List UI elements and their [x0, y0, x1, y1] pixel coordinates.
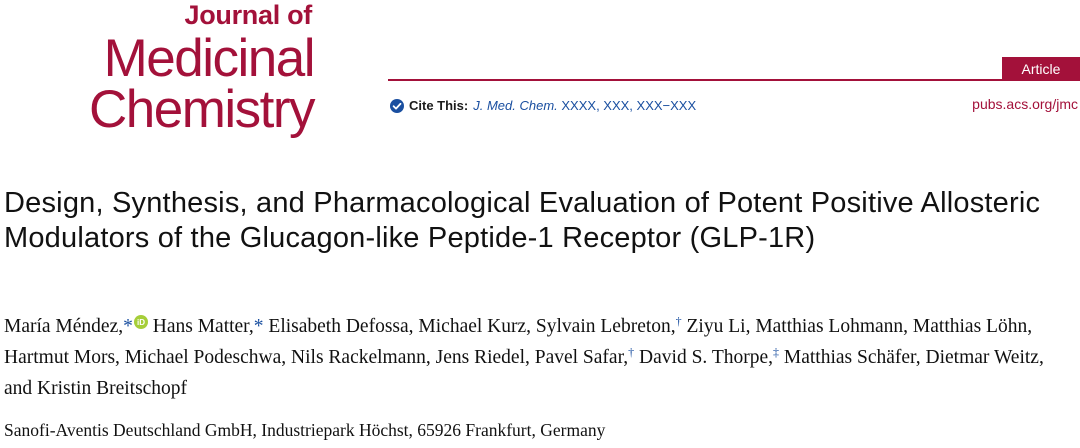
cite-label: Cite This: [409, 98, 469, 113]
corresponding-author-mark[interactable]: * [123, 316, 133, 337]
author-name-text: Elisabeth Defossa [268, 316, 409, 337]
author-name-text: Michael Kurz [418, 316, 527, 337]
check-circle-icon [390, 99, 404, 113]
author-name-text: Matthias Lohmann [755, 316, 904, 337]
author-name[interactable] [4, 347, 115, 368]
author-name[interactable] [291, 347, 426, 368]
author-name-text: Hartmut Mors [4, 347, 116, 368]
author-name[interactable] [37, 378, 187, 399]
author-name-text: Pavel Safar [534, 347, 624, 368]
author-name[interactable] [125, 347, 282, 368]
affiliation-footnote-mark[interactable]: ‡ [773, 345, 780, 359]
affiliation: Sanofi-Aventis Deutschland GmbH, Industriepark Höchst, 65926 Frankfurt, Germany [4, 420, 606, 440]
author-name-text: Dietmar Weitz [925, 347, 1039, 368]
cite-volume-pages: XXXX, XXX, XXX−XXX [561, 98, 697, 113]
svg-text:iD: iD [136, 318, 145, 328]
author-name-text: David S. Thorpe [639, 347, 769, 368]
author-name-text: Kristin Breitschopf [37, 378, 188, 399]
author-name[interactable] [418, 316, 526, 337]
author-name[interactable] [755, 316, 903, 337]
cite-journal-abbrev: J. Med. Chem. [473, 98, 558, 113]
journal-logo [0, 0, 318, 139]
author-name[interactable] [784, 347, 916, 368]
author-list: María Méndez,* iD Hans Matter,* Elisabeth Defossa, Michael Kurz, Sylvain Lebreton,† Ziyu Li, Matthias Lohmann, Matthias Löhn, Hartmut Mors, Michael Podeschwa, Nils Rackelmann, Jens Riedel, Pavel Safar,† David S. Thorpe,‡ Matthias Schäfer, Dietmar Weitz, and Kristin Breitschopf [4, 314, 1044, 399]
paper-title: Design, Synthesis, and Pharmacological Evaluation of Potent Positive Allosteric Modulators of the Glucagon-like Peptide-1 Receptor (GLP-1R) [4, 187, 1041, 254]
journal-logo-line2: Medicinal [103, 29, 314, 88]
author-name[interactable]: Pavel Safar,† [534, 345, 635, 368]
journal-url-link[interactable]: pubs.acs.org/jmc [972, 96, 1078, 112]
orcid-icon[interactable] [134, 315, 148, 329]
author-name[interactable]: Hans Matter,* [152, 316, 264, 337]
author-name-text: Michael Podeschwa [124, 347, 282, 368]
journal-logo-line1: Journal of [184, 0, 312, 30]
author-name-text: Nils Rackelmann [291, 347, 426, 368]
author-name[interactable] [687, 316, 746, 337]
author-name[interactable] [436, 347, 525, 368]
author-name-text: María Méndez [4, 316, 119, 337]
author-name-text: Jens Riedel [435, 347, 525, 368]
author-name[interactable]: David S. Thorpe,‡ [639, 345, 780, 368]
author-name-text: Sylvain Lebreton [535, 316, 671, 337]
affiliation-footnote-mark[interactable]: † [675, 314, 682, 328]
author-name[interactable]: Sylvain Lebreton,† [535, 314, 682, 337]
affiliation-footnote-mark[interactable]: † [628, 345, 635, 359]
header-rule [388, 79, 1080, 81]
author-name[interactable] [913, 316, 1027, 337]
author-name[interactable] [268, 316, 408, 337]
cite-bar[interactable] [390, 98, 696, 113]
citation-link[interactable] [473, 98, 696, 113]
author-name[interactable]: María Méndez,* iD [4, 316, 148, 337]
author-name-text: Matthias Schäfer [783, 347, 916, 368]
author-name[interactable] [926, 347, 1039, 368]
author-name-text: Ziyu Li [686, 316, 746, 337]
article-type-badge: Article [1002, 57, 1080, 81]
author-name-text: Matthias Löhn [912, 316, 1028, 337]
corresponding-author-mark[interactable]: * [253, 316, 264, 337]
author-name-text: Hans Matter [152, 316, 249, 337]
journal-logo-line3: Chemistry [88, 80, 314, 139]
